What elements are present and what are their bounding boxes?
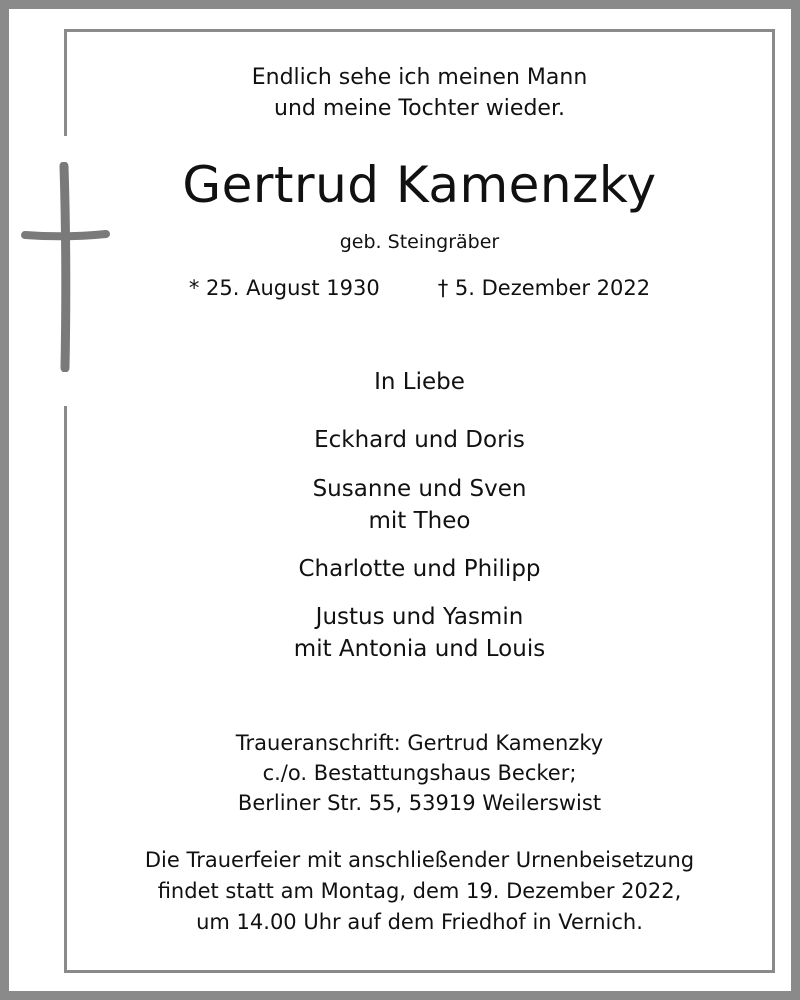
address-line: c./o. Bestattungshaus Becker; (262, 761, 577, 785)
mourner-line: mit Antonia und Louis (293, 636, 546, 662)
quote-line: und meine Tochter wieder. (274, 96, 565, 121)
address-line: Traueranschrift: Gertrud Kamenzky (235, 731, 604, 755)
mourner-line: Charlotte und Philipp (298, 556, 541, 582)
quote-line: Endlich sehe ich meinen Mann (251, 65, 588, 90)
mourner-line: Eckhard und Doris (314, 427, 525, 453)
ceremony-line: um 14.00 Uhr auf dem Friedhof in Vernich. (196, 910, 643, 934)
love-line: In Liebe (374, 369, 465, 395)
ceremony-line: findet statt am Montag, dem 19. Dezember 2022, (157, 879, 682, 903)
mourner-line: mit Theo (368, 508, 471, 534)
life-dates (64, 272, 775, 304)
mourner-line: Susanne und Sven (312, 476, 527, 502)
deceased-name: Gertrud Kamenzky (182, 156, 657, 214)
mourner-line: Justus und Yasmin (315, 604, 524, 630)
ceremony-info (64, 845, 775, 938)
mourner-group (64, 473, 775, 537)
mourner-group (64, 601, 775, 665)
address-line: Berliner Str. 55, 53919 Weilerswist (237, 791, 602, 815)
birth-date: * 25. August 1930 (188, 276, 380, 300)
quote (64, 62, 775, 124)
mourner-group (64, 424, 775, 456)
mourner-group (64, 553, 775, 585)
ceremony-line: Die Trauerfeier mit anschließender Urnenbeisetzung (144, 848, 695, 872)
maiden-name: geb. Steingräber (339, 231, 500, 253)
mourning-address (64, 728, 775, 818)
death-date: † 5. Dezember 2022 (437, 276, 651, 300)
